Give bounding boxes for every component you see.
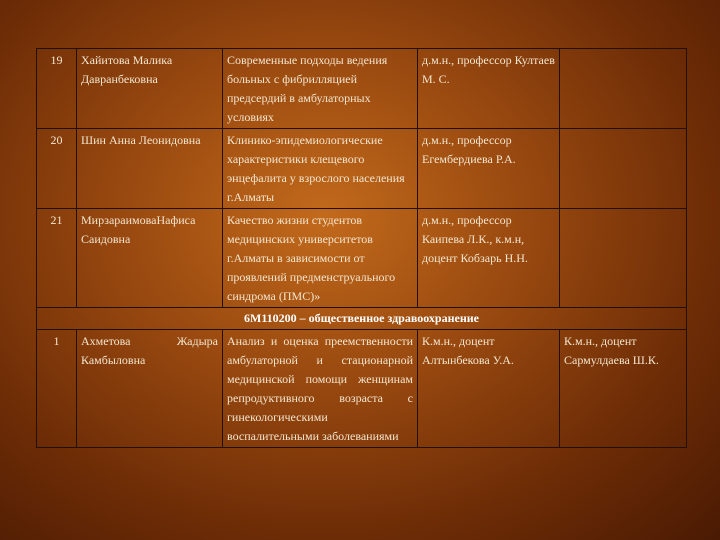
supervisor: К.м.н., доцент Алтынбекова У.А. (418, 330, 560, 448)
supervisor: д.м.н., профессор Егембердиева Р.А. (418, 129, 560, 209)
table-row (37, 330, 687, 448)
table-row (37, 49, 687, 129)
row-number: 19 (37, 49, 77, 129)
consultant (560, 49, 687, 129)
student-name: Шин Анна Леонидовна (77, 129, 223, 209)
consultant (560, 129, 687, 209)
thesis-topic: Качество жизни студентов медицинских университетов г.Алматы в зависимости от проявлений предменструального синдрома (ПМС)» (223, 209, 418, 308)
student-name: Хайитова Малика Давранбековна (77, 49, 223, 129)
consultant: К.м.н., доцент Сармулдаева Ш.К. (560, 330, 687, 448)
supervisor: д.м.н., профессор Каипева Л.К., к.м.н, доцент Кобзарь Н.Н. (418, 209, 560, 308)
table-row (37, 209, 687, 308)
row-number: 21 (37, 209, 77, 308)
thesis-topics-table (36, 48, 687, 448)
consultant (560, 209, 687, 308)
student-name: МирзараимоваНафиса Саидовна (77, 209, 223, 308)
table-row (37, 129, 687, 209)
supervisor: д.м.н., профессор Култаев М. С. (418, 49, 560, 129)
section-title: 6М110200 – общественное здравоохранение (37, 308, 687, 330)
thesis-topic: Клинико-эпидемиологические характеристики клещевого энцефалита у взрослого населения г.Алматы (223, 129, 418, 209)
row-number: 20 (37, 129, 77, 209)
section-row (37, 308, 687, 330)
row-number: 1 (37, 330, 77, 448)
thesis-topic: Анализ и оценка преемственности амбулаторной и стационарной медицинской помощи женщинам репродуктивного возраста с гинекологическими воспалительными заболеваниями (223, 330, 418, 448)
thesis-topic: Современные подходы ведения больных с фибрилляцией предсердий в амбулаторных условиях (223, 49, 418, 129)
student-name: Ахметова Жадыра Камбыловна (77, 330, 223, 448)
